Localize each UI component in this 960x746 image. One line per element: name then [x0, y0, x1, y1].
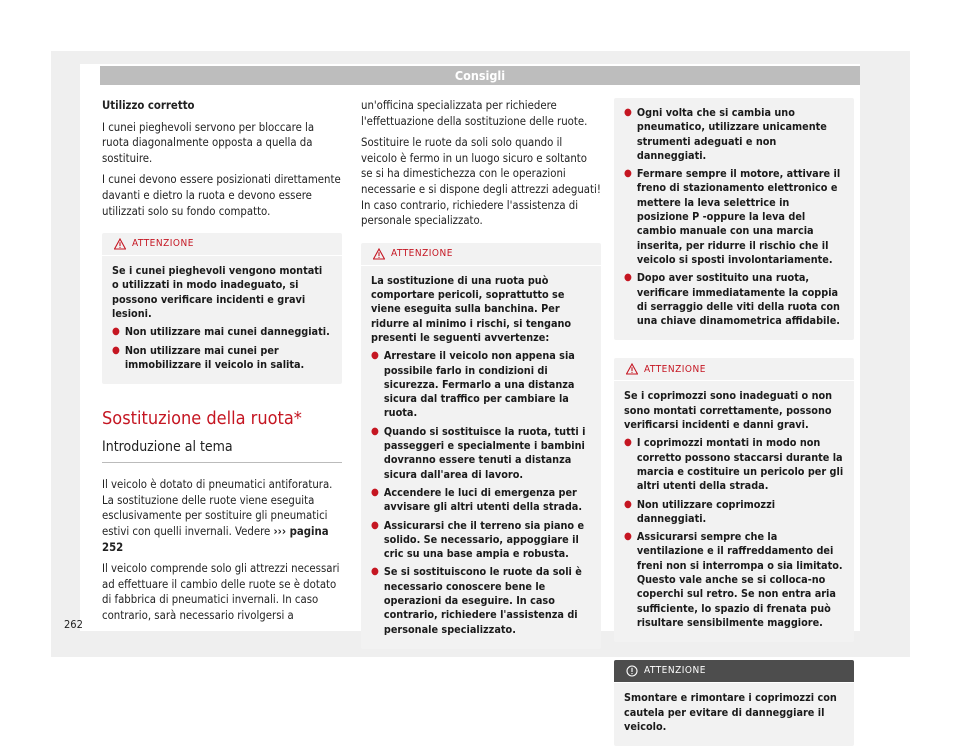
paragraph: I cunei devono essere posizionati direttamente davanti e dietro la ruota e devono essere utilizzati solo su fondo compatto. — [102, 173, 341, 218]
bullet-text: Ogni volta che si cambia uno pneumatico, utilizzare unicamente strumenti adeguati e non danneggiati. — [636, 106, 827, 162]
bullet-text: Non utilizzare coprimozzi danneggiati. — [636, 497, 776, 525]
bullet-item — [624, 436, 844, 493]
notice-body — [614, 683, 854, 746]
warning-body — [614, 98, 854, 340]
bullet-item — [371, 486, 591, 515]
bullet-item — [624, 106, 844, 163]
warning-header — [361, 243, 601, 266]
bullet-text: Non utilizzare mai cunei per immobilizzare il veicolo in salita. — [124, 343, 305, 371]
warning-body — [614, 381, 854, 642]
bullet-text: Se si sostituiscono le ruote da soli è necessario conoscere bene le operazioni da eseguire. In caso contrario, richiedere l'assistenza di personale specializzato. — [383, 565, 582, 636]
bullet-item — [371, 519, 591, 562]
warning-body — [102, 256, 342, 384]
column-1 — [102, 98, 342, 630]
warning-box — [102, 233, 342, 384]
notice-box — [614, 660, 854, 746]
bullet-text: Assicurarsi sempre che la ventilazione e il raffreddamento dei freni non si interrompa o sia limitato. Questo vale anche se si colloca-no coperchi sul retro. Se non entra aria sufficiente, lo spazio di frenata può risultare sensibilmente maggiore. — [636, 530, 843, 629]
bullet-item — [371, 425, 591, 482]
warning-triangle-icon — [114, 238, 126, 250]
paragraph: Il veicolo comprende solo gli attrezzi necessari ad effettuare il cambio delle ruote se è dotato di fabbrica di pneumatici invernali. In caso contrario, sarà necessario rivolgersi a — [102, 562, 340, 622]
column-3 — [614, 98, 854, 746]
bullet-text: Non utilizzare mai cunei danneggiati. — [124, 325, 330, 339]
page-header: Consigli — [100, 66, 860, 85]
bullet-icon: ● — [624, 107, 632, 118]
bullet-item — [624, 271, 844, 328]
bullet-icon: ● — [624, 168, 632, 180]
bullet-icon: ● — [624, 437, 632, 449]
warning-box — [614, 358, 854, 642]
bullet-text: Arrestare il veicolo non appena sia possibile farlo in condizioni di sicurezza. Fermarlo a una distanza sicura dal traffico per cambiare la ruota. — [383, 349, 575, 420]
notice-label: ATTENZIONE — [644, 665, 706, 677]
page-number: 262 — [64, 618, 83, 631]
section-subtitle: Introduzione al tema — [102, 438, 342, 463]
bullet-icon: ● — [624, 531, 632, 543]
subheading: Utilizzo corretto — [102, 99, 195, 112]
bullet-icon: ● — [371, 486, 379, 498]
page-reference-link[interactable]: ››› pagina 252 — [102, 525, 329, 554]
info-circle-icon — [626, 665, 638, 677]
paragraph: I cunei pieghevoli servono per bloccare la ruota diagonalmente opposta a quella da sostituire. — [102, 120, 315, 165]
notice-header — [614, 660, 854, 683]
notice-text: Smontare e rimontare i coprimozzi con cautela per evitare di danneggiare il veicolo. — [624, 691, 837, 733]
bullet-item — [624, 498, 844, 527]
paragraph: un'officina specializzata per richiedere l'effettuazione della sostituzione delle ruote. — [361, 99, 588, 128]
warning-body — [361, 266, 601, 649]
bullet-icon: ● — [112, 344, 120, 356]
bullet-icon: ● — [371, 350, 379, 362]
warning-label: ATTENZIONE — [132, 238, 194, 250]
bullet-text: Dopo aver sostituito una ruota, verificare immediatamente la coppia di serraggio delle viti della ruota con una chiave dinamometrica affidabile. — [636, 271, 840, 328]
bullet-icon: ● — [624, 272, 632, 284]
paragraph-text: Il veicolo è dotato di pneumatici antiforatura. La sostituzione delle ruote viene eseguita esclusivamente per sostituire gli pneumatici estivi con quelli invernali. Vedere — [102, 478, 333, 539]
bullet-item — [624, 530, 844, 630]
bullet-text: Accendere le luci di emergenza per avvisare gli altri utenti della strada. — [383, 485, 583, 514]
bullet-item — [624, 167, 844, 267]
bullet-text: I coprimozzi montati in modo non corretto possono staccarsi durante la marcia e costituire un pericolo per gli altri utenti della strada. — [636, 436, 844, 493]
bullet-icon: ● — [624, 498, 632, 510]
warning-triangle-icon — [373, 248, 385, 260]
bullet-text: Fermare sempre il motore, attivare il freno di stazionamento elettronico e mettere la leva selettrice in posizione P -oppure la leva del cambio manuale con una marcia inserita, per ridurre il rischio che il veicolo si sposti involontariamente. — [636, 167, 841, 266]
warning-intro: La sostituzione di una ruota può comportare pericoli, soprattutto se viene eseguita sulla banchina. Per ridurre al minimo i rischi, si tengano presenti le seguenti avvertenze: — [371, 273, 572, 344]
warning-intro: Se i coprimozzi sono inadeguati o non sono montati correttamente, possono verificarsi incidenti e danni gravi. — [624, 389, 833, 432]
bullet-icon: ● — [371, 566, 379, 578]
bullet-text: Quando si sostituisce la ruota, tutti i passeggeri e specialmente i bambini dovranno essere tenuti a distanza sicura dall'area di lavoro. — [383, 424, 586, 481]
bullet-icon: ● — [371, 519, 379, 531]
bullet-item — [371, 349, 591, 420]
warning-box — [361, 243, 601, 649]
warning-box-continued — [614, 98, 854, 340]
bullet-icon: ● — [112, 326, 120, 338]
bullet-icon: ● — [371, 425, 379, 437]
bullet-text: Assicurarsi che il terreno sia piano e solido. Se necessario, appoggiare il cric su una base ampia e robusta. — [383, 518, 585, 561]
column-2 — [361, 98, 601, 649]
warning-intro: Se i cunei pieghevoli vengono montati o utilizzati in modo inadeguato, si possono verificare incidenti e gravi lesioni. — [112, 264, 323, 321]
warning-header — [102, 233, 342, 256]
bullet-item — [112, 344, 332, 373]
warning-label: ATTENZIONE — [644, 363, 706, 375]
bullet-item — [112, 325, 332, 339]
paragraph — [102, 477, 342, 555]
warning-header — [614, 358, 854, 381]
paragraph: Sostituire le ruote da soli solo quando il veicolo è fermo in un luogo sicuro e soltanto se si ha dimestichezza con le operazioni necessarie e si dispone degli attrezzi adeguati! In caso contrario, richiedere l'assistenza di personale specializzato. — [361, 136, 601, 228]
bullet-item — [371, 565, 591, 636]
warning-triangle-icon — [626, 363, 638, 375]
warning-label: ATTENZIONE — [391, 247, 453, 259]
section-title: Sostituzione della ruota* — [102, 408, 302, 430]
